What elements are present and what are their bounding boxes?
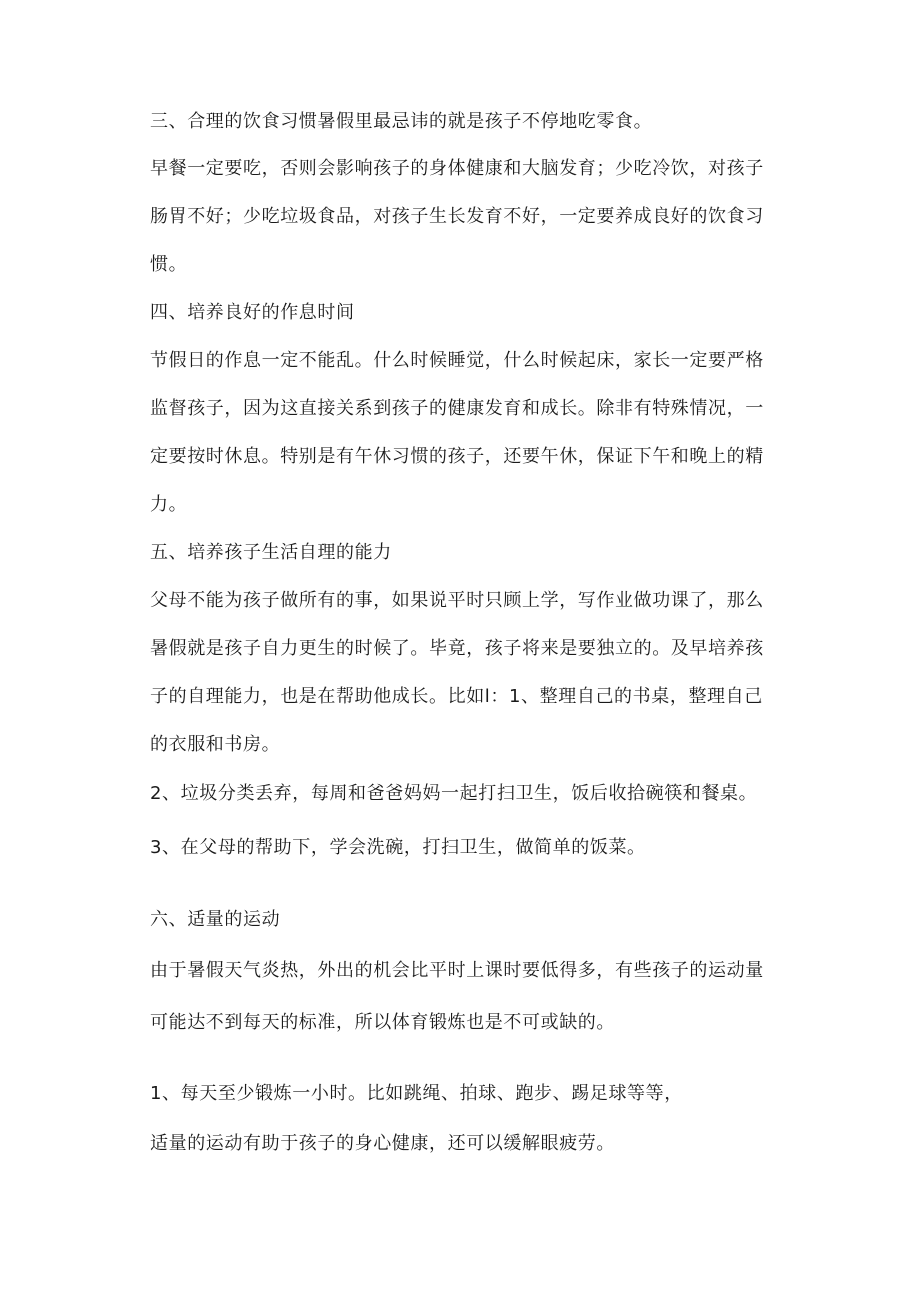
section-heading-schedule: 四、培养良好的作息时间 — [150, 302, 355, 323]
list-item: 1、每天至少锻炼一小时。比如跳绳、拍球、跑步、踢足球等等， — [150, 1083, 683, 1104]
paragraph-line: 节假日的作息一定不能乱。什么时候睡觉，什么时候起床，家长一定要严格 — [150, 350, 764, 371]
paragraph-line: 适量的运动有助于孩子的身心健康，还可以缓解眼疲劳。 — [150, 1133, 615, 1154]
paragraph-line: 肠胃不好；少吃垃圾食品，对孩子生长发育不好，一定要养成良好的饮食习 — [150, 206, 764, 227]
paragraph-line: 力。 — [150, 494, 188, 515]
paragraph-line: 父母不能为孩子做所有的事，如果说平时只顾上学，写作业做功课了，那么 — [150, 590, 764, 611]
paragraph-line: 惯。 — [150, 254, 188, 275]
paragraph-line: 由于暑假天气炎热，外出的机会比平时上课时要低得多，有些孩子的运动量 — [150, 960, 764, 981]
list-item: 3、在父母的帮助下，学会洗碗，打扫卫生，做简单的饭菜。 — [150, 837, 646, 858]
paragraph-line: 子的自理能力，也是在帮助他成长。比如l：1、整理自己的书桌，整理自己 — [150, 686, 763, 707]
list-item: 2、垃圾分类丢弃，每周和爸爸妈妈一起打扫卫生，饭后收拾碗筷和餐桌。 — [150, 783, 758, 804]
section-heading-exercise: 六、适量的运动 — [150, 909, 281, 930]
paragraph-line: 监督孩子，因为这直接关系到孩子的健康发育和成长。除非有特殊情况，一 — [150, 398, 764, 419]
paragraph-line: 的衣服和书房。 — [150, 734, 281, 755]
paragraph-line: 早餐一定要吃，否则会影响孩子的身体健康和大脑发育；少吃冷饮，对孩子 — [150, 158, 764, 179]
paragraph-line: 暑假就是孩子自力更生的时候了。毕竟，孩子将来是要独立的。及早培养孩 — [150, 638, 764, 659]
section-heading-self-care: 五、培养孩子生活自理的能力 — [150, 542, 392, 563]
paragraph-line: 定要按时休息。特别是有午休习惯的孩子，还要午休，保证下午和晚上的精 — [150, 446, 764, 467]
section-heading-diet: 三、合理的饮食习惯暑假里最忌讳的就是孩子不停地吃零食。 — [150, 111, 653, 132]
paragraph-line: 可能达不到每天的标准，所以体育锻炼也是不可或缺的。 — [150, 1012, 615, 1033]
